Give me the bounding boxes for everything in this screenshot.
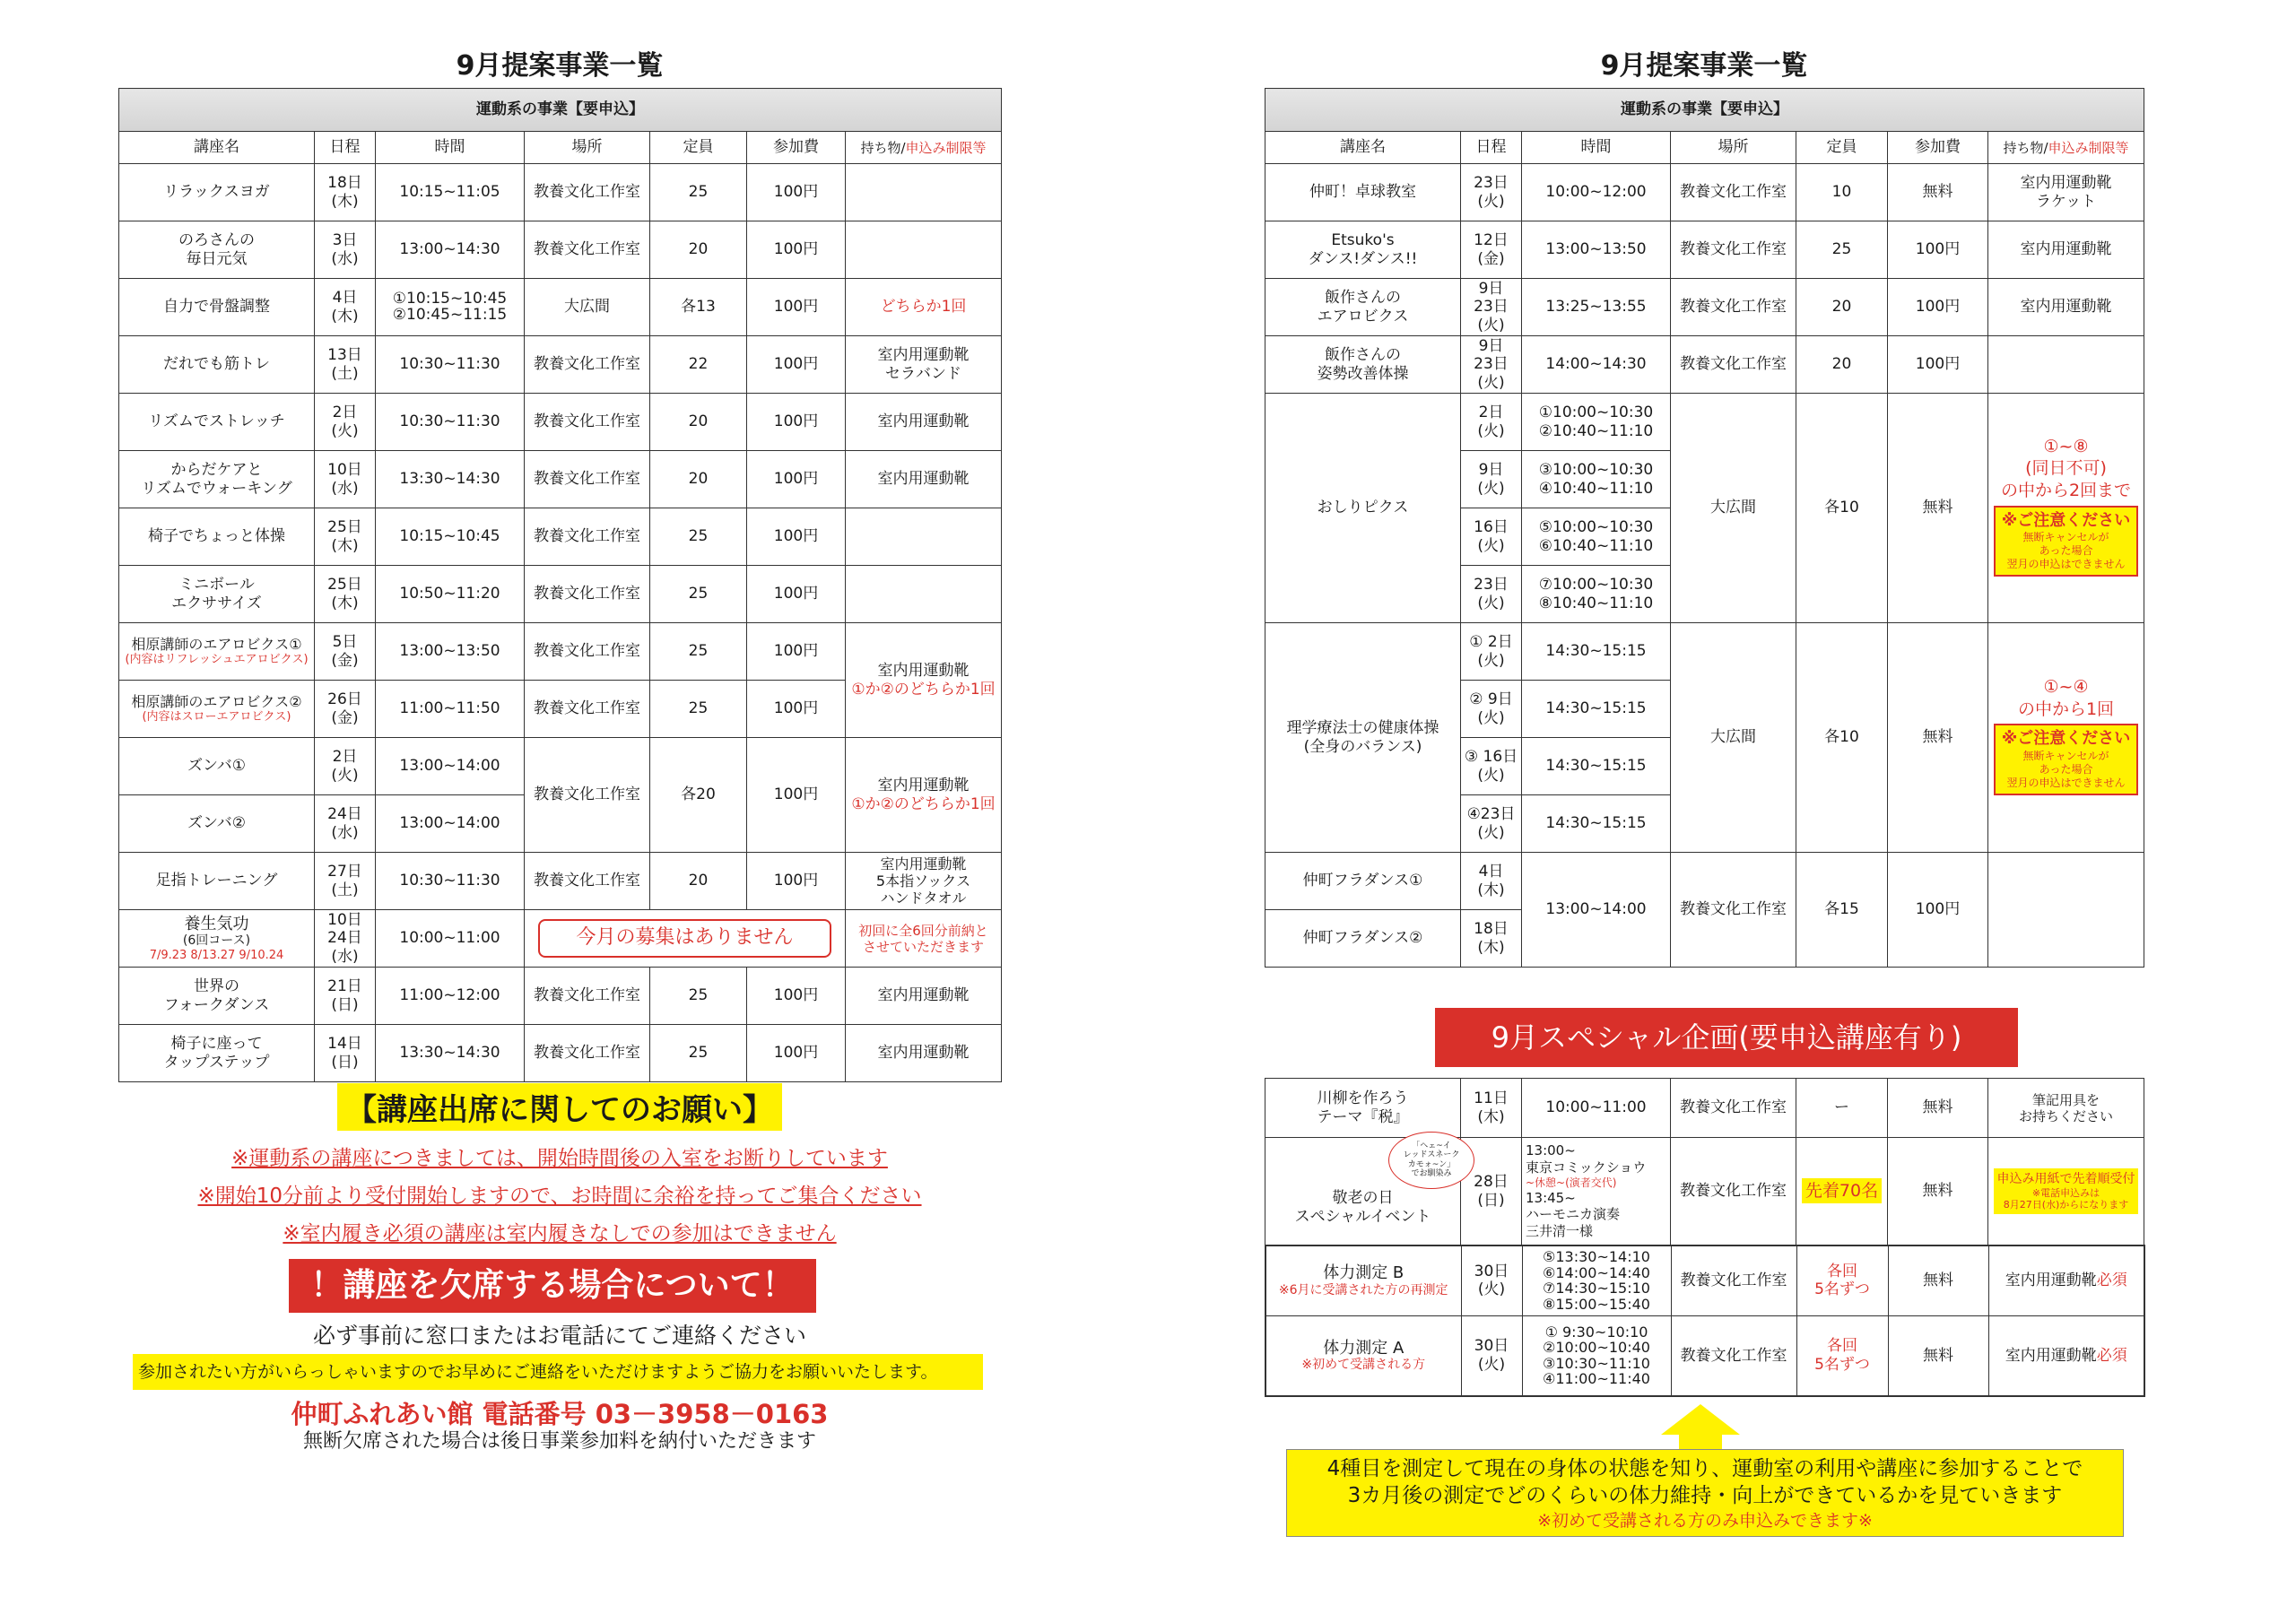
course-date: ② 9日 (火) <box>1461 681 1522 738</box>
course-name: 足指トレーニング <box>119 853 315 910</box>
table-row <box>1265 336 2144 394</box>
course-place: 教養文化工作室 <box>525 508 650 566</box>
cancel-warning-box: ※ご注意ください 無断キャンセルが あった場合 翌月の申込はできません <box>1994 724 2138 795</box>
course-date: 18日 (木) <box>315 164 376 221</box>
course-time: 13:30~14:30 <box>376 451 525 508</box>
course-items <box>846 164 1002 221</box>
course-name: 川柳を作ろう テーマ『税』 <box>1265 1079 1461 1138</box>
course-date: 12日 (金) <box>1461 221 1522 279</box>
table-row <box>119 968 1002 1025</box>
col-header-date: 日程 <box>1461 132 1522 164</box>
table-row <box>1265 1245 2144 1315</box>
course-place: 教養文化工作室 <box>525 566 650 623</box>
attendance-line: ※運動系の講座につきましては、開始時間後の入室をお断りしています <box>231 1147 888 1170</box>
table-row <box>119 738 1002 795</box>
course-fee: 100円 <box>747 738 846 853</box>
course-time: ① 9:30~10:10 ②10:00~10:40 ③10:30~11:10 ④11:00~11:40 <box>1522 1315 1671 1396</box>
course-name: 椅子に座って タップステップ <box>119 1025 315 1082</box>
course-time: 13:00~13:50 <box>1522 221 1671 279</box>
course-date: 2日 (火) <box>315 394 376 451</box>
course-time: ③10:00~10:30 ④10:40~11:10 <box>1522 451 1671 508</box>
course-items <box>846 508 1002 566</box>
course-time: 14:00~14:30 <box>1522 336 1671 394</box>
course-name: 椅子でちょっと体操 <box>119 508 315 566</box>
course-time: 13:00~14:00 <box>376 795 525 853</box>
course-fee: 100円 <box>747 853 846 910</box>
course-place: 教養文化工作室 <box>1671 279 1796 336</box>
course-fee: 100円 <box>1888 279 1988 336</box>
course-time: ⑤10:00~10:30 ⑥10:40~11:10 <box>1522 508 1671 566</box>
course-time: 10:30~11:30 <box>376 394 525 451</box>
col-header-place: 場所 <box>1671 132 1796 164</box>
table-row <box>119 853 1002 910</box>
course-date: 2日 (火) <box>1461 394 1522 451</box>
course-place: 教養文化工作室 <box>1671 1079 1796 1138</box>
course-capacity: 25 <box>650 164 747 221</box>
table-row <box>119 508 1002 566</box>
course-time: ①10:15~10:45 ②10:45~11:15 <box>376 279 525 336</box>
course-place: 教養文化工作室 <box>525 221 650 279</box>
course-name: 相原講師のエアロビクス② (内容はスローエアロビクス) <box>119 681 315 738</box>
course-items <box>846 566 1002 623</box>
course-time: 11:00~11:50 <box>376 681 525 738</box>
course-fee: 無料 <box>1888 623 1988 853</box>
course-place: 大広間 <box>1671 394 1796 623</box>
col-header-place: 場所 <box>525 132 650 164</box>
course-name: のろさんの 毎日元気 <box>119 221 315 279</box>
course-time: 11:00~12:00 <box>376 968 525 1025</box>
course-date: 21日 (日) <box>315 968 376 1025</box>
arrow-stem <box>1679 1433 1722 1451</box>
course-place: 教養文化工作室 <box>525 394 650 451</box>
course-name: 飯作さんの エアロビクス <box>1265 279 1461 336</box>
absence-request: 参加されたい方がいらっしゃいますのでお早めにご連絡をいただけますようご協力をお願いいたします。 <box>133 1354 983 1390</box>
course-date: 16日 (火) <box>1461 508 1522 566</box>
course-name: 相原講師のエアロビクス① (内容はリフレッシュエアロビクス) <box>119 623 315 681</box>
course-date: 24日 (水) <box>315 795 376 853</box>
course-fee: 100円 <box>747 221 846 279</box>
explanation-note: ※初めて受講される方のみ申込みできます※ <box>1537 1511 1873 1531</box>
table-row <box>119 336 1002 394</box>
absence-title: ！講座を欠席する場合について！ <box>289 1259 816 1313</box>
course-name: 養生気功 (6回コース) 7/9.23 8/13.27 9/10.24 <box>119 910 315 968</box>
course-time: 13:00~13:50 <box>376 623 525 681</box>
course-capacity: 20 <box>650 221 747 279</box>
table-row <box>1265 1079 2144 1138</box>
course-fee: 無料 <box>1888 1079 1988 1138</box>
left-banner: 運動系の事業【要申込】 <box>119 89 1002 132</box>
course-items: ①~⑧ (同日不可) の中から2回まで ※ご注意ください 無断キャンセルが あった場合 翌月の申込はできません <box>1988 394 2144 623</box>
phone-number: 仲町ふれあい館 電話番号 03－3958－0163 <box>291 1399 829 1429</box>
course-time: 14:30~15:15 <box>1522 681 1671 738</box>
course-place: 教養文化工作室 <box>525 968 650 1025</box>
course-capacity: 25 <box>650 1025 747 1082</box>
course-date: ① 2日 (火) <box>1461 623 1522 681</box>
right-banner: 運動系の事業【要申込】 <box>1265 89 2144 132</box>
course-fee: 100円 <box>747 394 846 451</box>
table-row <box>1265 279 2144 336</box>
course-date: 26日 (金) <box>315 681 376 738</box>
course-fee: 100円 <box>1888 853 1988 968</box>
course-date: 3日 (水) <box>315 221 376 279</box>
course-place: 教養文化工作室 <box>1671 1315 1796 1396</box>
course-time: 14:30~15:15 <box>1522 795 1671 853</box>
course-time: ⑤13:30~14:10 ⑥14:00~14:40 ⑦14:30~15:10 ⑧15:00~15:40 <box>1522 1245 1671 1315</box>
table-row <box>119 394 1002 451</box>
course-items <box>846 221 1002 279</box>
course-fee: 無料 <box>1888 1315 1988 1396</box>
course-items: 初回に全6回分前納と させていただきます <box>846 910 1002 968</box>
course-place: 教養文化工作室 <box>525 681 650 738</box>
course-name: ズンバ② <box>119 795 315 853</box>
course-place: 教養文化工作室 <box>525 623 650 681</box>
course-items: 室内用運動靴 ①か②のどちらか1回 <box>846 738 1002 853</box>
table-row <box>1265 623 2144 681</box>
course-place: 教養文化工作室 <box>525 853 650 910</box>
course-name: 体力測定 A ※初めて受講される方 <box>1265 1315 1461 1396</box>
course-fee: 100円 <box>747 623 846 681</box>
course-items: 室内用運動靴 ①か②のどちらか1回 <box>846 623 1002 738</box>
course-name: リズムでストレッチ <box>119 394 315 451</box>
arrow-up-icon <box>1661 1404 1740 1435</box>
course-name: おしりピクス <box>1265 394 1461 623</box>
course-fee: 100円 <box>747 279 846 336</box>
course-place: 教養文化工作室 <box>525 738 650 853</box>
course-date: ④23日 (火) <box>1461 795 1522 853</box>
course-time: 10:50~11:20 <box>376 566 525 623</box>
fitness-test-table <box>1265 1245 2145 1397</box>
course-date: 4日 (木) <box>315 279 376 336</box>
col-header-items: 持ち物/申込み制限等 <box>846 132 1002 164</box>
course-items: どちらか1回 <box>846 279 1002 336</box>
course-items: 室内用運動靴 セラバンド <box>846 336 1002 394</box>
course-place: 教養文化工作室 <box>1671 1245 1796 1315</box>
course-fee: 100円 <box>747 336 846 394</box>
left-schedule-table <box>118 88 1002 1082</box>
col-header-course: 講座名 <box>119 132 315 164</box>
course-date: 10日 24日 (水) <box>315 910 376 968</box>
course-date: 25日 (木) <box>315 566 376 623</box>
course-time: 10:30~11:30 <box>376 853 525 910</box>
course-date: 23日 (火) <box>1461 566 1522 623</box>
course-capacity: 先着70名 <box>1796 1138 1888 1245</box>
course-capacity: 20 <box>650 394 747 451</box>
table-row <box>1265 394 2144 451</box>
course-place: 教養文化工作室 <box>1671 1138 1796 1245</box>
course-place: 教養文化工作室 <box>525 164 650 221</box>
course-name: Etsuko's ダンス!ダンス!! <box>1265 221 1461 279</box>
attendance-notice <box>118 1083 1001 1253</box>
col-header-course: 講座名 <box>1265 132 1461 164</box>
course-name: だれでも筋トレ <box>119 336 315 394</box>
table-row <box>119 566 1002 623</box>
course-items: 室内用運動靴 <box>1988 279 2144 336</box>
course-date: 4日 (木) <box>1461 853 1522 910</box>
course-fee: 無料 <box>1888 164 1988 221</box>
course-fee: 100円 <box>747 566 846 623</box>
course-capacity: 20 <box>650 853 747 910</box>
course-place: 大広間 <box>1671 623 1796 853</box>
course-time: ⑦10:00~10:30 ⑧10:40~11:10 <box>1522 566 1671 623</box>
course-time: ①10:00~10:30 ②10:40~11:10 <box>1522 394 1671 451</box>
course-capacity: 25 <box>650 968 747 1025</box>
course-date: 9日 (火) <box>1461 451 1522 508</box>
attendance-line: ※室内履き必須の講座は室内履きなしでの参加はできません <box>283 1222 837 1245</box>
course-capacity: 22 <box>650 336 747 394</box>
course-time: 13:00~14:00 <box>1522 853 1671 968</box>
course-place: 教養文化工作室 <box>525 451 650 508</box>
course-time: 10:30~11:30 <box>376 336 525 394</box>
course-date: 30日 (火) <box>1461 1315 1522 1396</box>
left-page-title: 9月提案事業一覧 <box>456 50 664 82</box>
course-time: 10:00~11:00 <box>1522 1079 1671 1138</box>
fitness-test-explanation <box>1286 1449 2124 1537</box>
col-header-fee: 参加費 <box>747 132 846 164</box>
course-name: 飯作さんの 姿勢改善体操 <box>1265 336 1461 394</box>
no-show-fee-note: 無断欠席された場合は後日事業参加料を納付いただきます <box>302 1430 816 1453</box>
course-items: 申込み用紙で先着順受付 ※電話申込みは 8月27日(水)からになります <box>1988 1138 2144 1245</box>
course-capacity: 25 <box>650 566 747 623</box>
course-capacity: ー <box>1796 1079 1888 1138</box>
course-items <box>1988 336 2144 394</box>
col-header-time: 時間 <box>1522 132 1671 164</box>
course-capacity: 各10 <box>1796 394 1888 623</box>
course-items: 室内用運動靴必須 <box>1988 1315 2144 1396</box>
right-schedule-table <box>1265 88 2144 968</box>
attendance-title: 【講座出席に関してのお願い】 <box>337 1083 782 1131</box>
course-time: 10:00~11:00 <box>376 910 525 968</box>
course-capacity: 各回 5名ずつ <box>1796 1245 1888 1315</box>
course-date: ③ 16日 (火) <box>1461 738 1522 795</box>
col-header-capacity: 定員 <box>1796 132 1888 164</box>
course-capacity: 各15 <box>1796 853 1888 968</box>
course-time: 14:30~15:15 <box>1522 623 1671 681</box>
course-name: 体力測定 B ※6月に受講された方の再測定 <box>1265 1245 1461 1315</box>
table-row <box>1265 853 2144 910</box>
course-name: 仲町！卓球教室 <box>1265 164 1461 221</box>
course-date: 18日 (木) <box>1461 910 1522 968</box>
col-header-fee: 参加費 <box>1888 132 1988 164</box>
course-fee: 100円 <box>747 968 846 1025</box>
right-header-row <box>1265 132 2144 164</box>
right-page-title: 9月提案事業一覧 <box>1600 50 1808 82</box>
course-name: 理学療法士の健康体操 (全身のバランス) <box>1265 623 1461 853</box>
course-date: 27日 (土) <box>315 853 376 910</box>
course-capacity: 各回 5名ずつ <box>1796 1315 1888 1396</box>
table-row <box>119 910 1002 968</box>
course-place: 教養文化工作室 <box>1671 853 1796 968</box>
course-fee: 100円 <box>747 1025 846 1082</box>
course-time: 13:00~14:30 <box>376 221 525 279</box>
no-recruitment-cell <box>525 910 846 968</box>
no-recruitment-badge: 今月の募集はありません <box>538 919 831 957</box>
col-header-capacity: 定員 <box>650 132 747 164</box>
course-items: 室内用運動靴 5本指ソックス ハンドタオル <box>846 853 1002 910</box>
course-place: 教養文化工作室 <box>1671 336 1796 394</box>
special-title: 9月スペシャル企画(要申込講座有り) <box>1435 1008 2018 1067</box>
course-date: 10日 (水) <box>315 451 376 508</box>
table-row <box>1265 221 2144 279</box>
table-row <box>119 221 1002 279</box>
course-place: 教養文化工作室 <box>525 336 650 394</box>
course-items: 室内用運動靴 <box>1988 221 2144 279</box>
cancel-warning-box: ※ご注意ください 無断キャンセルが あった場合 翌月の申込はできません <box>1994 506 2138 577</box>
course-capacity: 25 <box>650 681 747 738</box>
course-capacity: 20 <box>1796 336 1888 394</box>
course-fee: 100円 <box>747 681 846 738</box>
table-row <box>119 623 1002 681</box>
explanation-line: 3カ月後の測定でどのくらいの体力維持・向上ができているかを見ていきます <box>1347 1484 2063 1507</box>
course-fee: 無料 <box>1888 394 1988 623</box>
course-time: 13:00~14:00 <box>376 738 525 795</box>
comic-show-bubble: 「ヘェ~イ レッドスネーク カモォ~ン」 でお馴染み <box>1388 1132 1474 1189</box>
course-name: 仲町フラダンス② <box>1265 910 1461 968</box>
course-fee: 100円 <box>747 508 846 566</box>
course-time: 10:00~12:00 <box>1522 164 1671 221</box>
course-fee: 無料 <box>1888 1138 1988 1245</box>
course-items: 室内用運動靴 <box>846 394 1002 451</box>
course-place: 教養文化工作室 <box>1671 221 1796 279</box>
table-row <box>1265 164 2144 221</box>
course-items: ①~④ の中から1回 ※ご注意ください 無断キャンセルが あった場合 翌月の申込はできません <box>1988 623 2144 853</box>
course-items: 室内用運動靴 <box>846 1025 1002 1082</box>
course-program: 13:00~ 東京コミックショウ ~休憩~(演者交代) 13:45~ ハーモニカ演奏 三井清一様 <box>1522 1138 1671 1245</box>
course-fee: 100円 <box>1888 336 1988 394</box>
course-name: ズンバ① <box>119 738 315 795</box>
course-date: 23日 (火) <box>1461 164 1522 221</box>
course-place: 教養文化工作室 <box>525 1025 650 1082</box>
table-row <box>1265 1315 2144 1396</box>
course-date: 14日 (日) <box>315 1025 376 1082</box>
explanation-line: 4種目を測定して現在の身体の状態を知り、運動室の利用や講座に参加することで <box>1326 1457 2083 1480</box>
course-time: 14:30~15:15 <box>1522 738 1671 795</box>
course-capacity: 20 <box>650 451 747 508</box>
course-capacity: 各13 <box>650 279 747 336</box>
course-time: 10:15~11:05 <box>376 164 525 221</box>
course-capacity: 25 <box>1796 221 1888 279</box>
course-date: 9日 23日 (火) <box>1461 336 1522 394</box>
course-capacity: 25 <box>650 508 747 566</box>
course-capacity: 10 <box>1796 164 1888 221</box>
course-name: 仲町フラダンス① <box>1265 853 1461 910</box>
course-items: 室内用運動靴 <box>846 968 1002 1025</box>
absence-instruction: 必ず事前に窓口またはお電話にてご連絡ください <box>312 1323 806 1349</box>
course-items: 室内用運動靴 <box>846 451 1002 508</box>
course-date: 2日 (火) <box>315 738 376 795</box>
col-header-date: 日程 <box>315 132 376 164</box>
course-fee: 100円 <box>747 451 846 508</box>
course-capacity: 各20 <box>650 738 747 853</box>
course-name: 世界の フォークダンス <box>119 968 315 1025</box>
course-items: 室内用運動靴必須 <box>1988 1245 2144 1315</box>
course-name: からだケアと リズムでウォーキング <box>119 451 315 508</box>
course-date: 9日 23日 (火) <box>1461 279 1522 336</box>
course-fee: 100円 <box>1888 221 1988 279</box>
course-place: 教養文化工作室 <box>1671 164 1796 221</box>
course-time: 10:15~10:45 <box>376 508 525 566</box>
course-name: リラックスヨガ <box>119 164 315 221</box>
course-name: ミニボール エクササイズ <box>119 566 315 623</box>
course-time: 13:30~14:30 <box>376 1025 525 1082</box>
course-fee: 100円 <box>747 164 846 221</box>
col-header-time: 時間 <box>376 132 525 164</box>
course-date: 28日 (日) <box>1461 1138 1522 1245</box>
course-place: 大広間 <box>525 279 650 336</box>
course-capacity: 25 <box>650 623 747 681</box>
course-items: 室内用運動靴 ラケット <box>1988 164 2144 221</box>
course-date: 30日 (火) <box>1461 1245 1522 1315</box>
table-row <box>119 279 1002 336</box>
course-date: 13日 (土) <box>315 336 376 394</box>
course-items <box>1988 853 2144 968</box>
course-fee: 無料 <box>1888 1245 1988 1315</box>
left-header-row <box>119 132 1002 164</box>
course-date: 11日 (木) <box>1461 1079 1522 1138</box>
course-time: 13:25~13:55 <box>1522 279 1671 336</box>
course-items: 筆記用具を お持ちください <box>1988 1079 2144 1138</box>
course-capacity: 20 <box>1796 279 1888 336</box>
course-date: 5日 (金) <box>315 623 376 681</box>
col-header-items: 持ち物/申込み制限等 <box>1988 132 2144 164</box>
table-row <box>119 451 1002 508</box>
course-date: 25日 (木) <box>315 508 376 566</box>
table-row <box>119 1025 1002 1082</box>
table-row <box>119 164 1002 221</box>
course-name: 敬老の日 スペシャルイベント <box>1265 1138 1461 1245</box>
course-capacity: 各10 <box>1796 623 1888 853</box>
course-name: 自力で骨盤調整 <box>119 279 315 336</box>
attendance-line: ※開始10分前より受付開始しますので、お時間に余裕を持ってご集合ください <box>197 1185 922 1208</box>
